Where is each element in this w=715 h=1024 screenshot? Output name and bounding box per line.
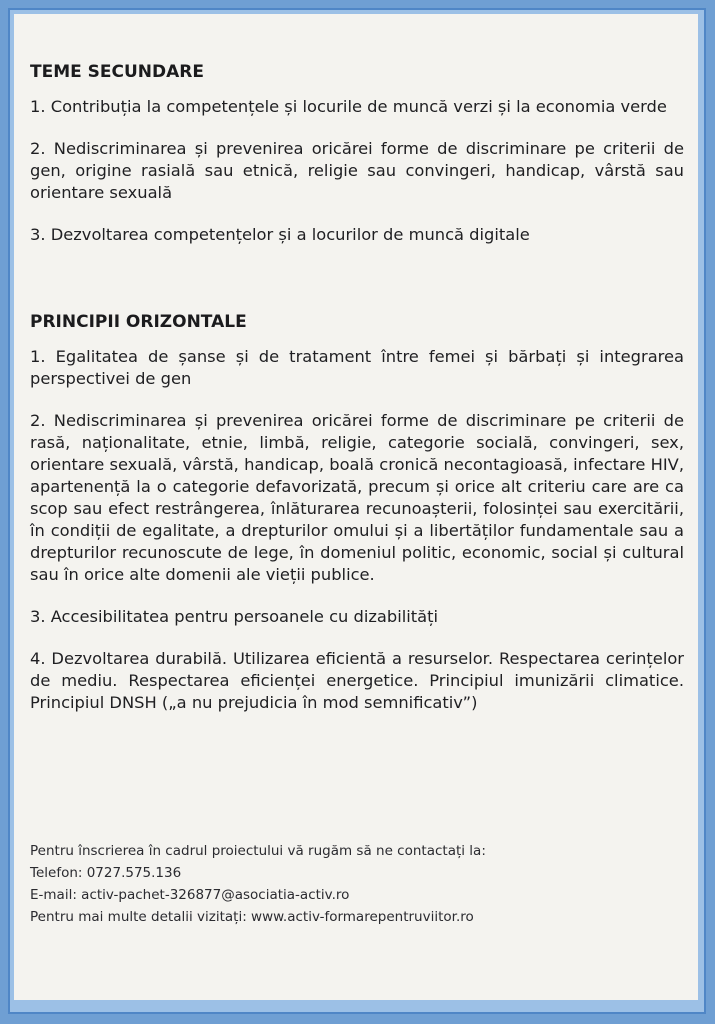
section-title-horizontal: PRINCIPII ORIZONTALE — [30, 312, 247, 332]
document-page — [14, 14, 698, 1000]
horizontal-item-2: 2. Nediscriminarea și prevenirea oricărei forme de discriminare pe criterii de rasă, naționalitate, etnie, limbă, religie, categorie socială, convingeri, sex, orientare sexuală, vârstă, handicap, boală cronică necontagioasă, infectare HIV, apartenență la o categorie defavorizată, precum și orice alt criteriu care are ca scop sau efect restrângerea, înlăturarea recunoașterii, folosinței sau exercitării, în condiții de egalitate, a drepturilor omului și a libertăților fundamentale sau a drepturilor recunoscute de lege, în domeniul politic, economic, social și cultural sau în orice alte domenii ale vieții publice. — [30, 411, 684, 584]
contact-block — [30, 840, 486, 928]
horizontal-item-1: 1. Egalitatea de șanse și de tratament între femei și bărbați și integrarea perspectivei de gen — [30, 347, 684, 388]
section-title-secondary: TEME SECUNDARE — [30, 62, 204, 82]
horizontal-item-3: 3. Accesibilitatea pentru persoanele cu dizabilități — [30, 607, 439, 626]
secondary-item-1: 1. Contribuția la competențele și locurile de muncă verzi și la economia verde — [30, 97, 667, 116]
contact-email: E-mail: activ-pachet-326877@asociatia-activ.ro — [30, 887, 350, 903]
contact-web: Pentru mai multe detalii vizitați: www.activ-formarepentruviitor.ro — [30, 909, 474, 925]
horizontal-item-4: 4. Dezvoltarea durabilă. Utilizarea eficientă a resurselor. Respectarea cerințelor de mediu. Respectarea eficienței energetice. Principiul imunizării climatice. Principiul DNSH („a nu prejudicia în mod semnificativ”) — [30, 649, 684, 712]
secondary-item-2: 2. Nediscriminarea și prevenirea oricărei forme de discriminare pe criterii de gen, origine rasială sau etnică, religie sau convingeri, handicap, vârstă sau orientare sexuală — [30, 139, 684, 202]
contact-phone: Telefon: 0727.575.136 — [30, 865, 182, 881]
secondary-item-3: 3. Dezvoltarea competențelor și a locurilor de muncă digitale — [30, 225, 530, 244]
contact-intro: Pentru înscrierea în cadrul proiectului vă rugăm să ne contactați la: — [30, 843, 486, 859]
